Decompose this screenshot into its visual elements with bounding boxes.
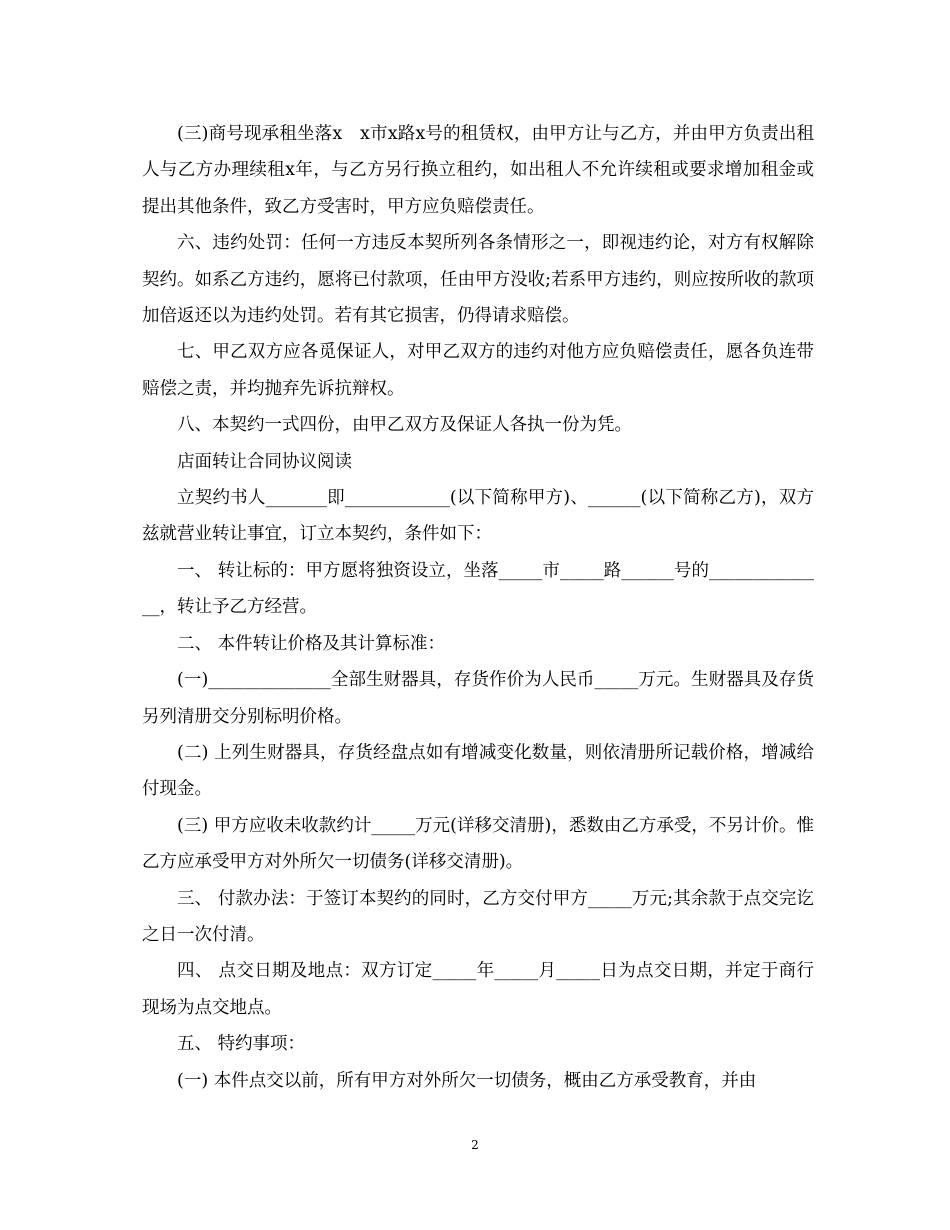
paragraph-price-heading: 二、 本件转让价格及其计算标准： [177, 633, 446, 654]
section-heading: 店面转让合同协议阅读 [177, 451, 352, 472]
paragraph-payment-method: 三、 付款办法：于签订本契约的同时，乙方交付甲方_____万元;其余款于点交完讫之日一次付清。 [142, 888, 814, 945]
paragraph-price-item-1: (一)______________全部生财器具，存货作价为人民币_____万元。生财器具及存货另列清册交分别标明价格。 [142, 670, 814, 727]
paragraph-breach-penalty: 六、违约处罚：任何一方违反本契所列各条情形之一，即视违约论，对方有权解除契约。如系乙方违约，愿将已付款项，任由甲方没收;若系甲方违约，则应按所收的款项加倍返还以为违约处罚。若有其它损害，仍得请求赔偿。 [142, 233, 814, 327]
paragraph-special-term-1: (一) 本件点交以前，所有甲方对外所欠一切债务，概由乙方承受教育，并由 [177, 1070, 757, 1091]
paragraph-price-item-2: (二) 上列生财器具，存货经盘点如有增减变化数量，则依清册所记载价格，增减给付现金。 [142, 742, 814, 800]
document-body [142, 116, 814, 1099]
paragraph-copies: 八、本契约一式四份，由甲乙双方及保证人各执一份为凭。 [177, 415, 632, 436]
paragraph-transfer-subject: 一、 转让标的：甲方愿将独资设立，坐落_____市_____路______号的______________，转让予乙方经营。 [142, 560, 814, 618]
paragraph-lease-transfer-clause: (三)商号现承租坐落x x市x路x号的租赁权，由甲方让与乙方，并由甲方负责出租人与乙方办理续租x年，与乙方另行换立租约，如出租人不允许续租或要求增加租金或提出其他条件，致乙方受害时，甲方应负赔偿责任。 [142, 124, 814, 217]
paragraph-special-terms-heading: 五、 特约事项： [177, 1034, 306, 1055]
paragraph-handover-date: 四、 点交日期及地点：双方订定_____年_____月_____日为点交日期，并定于商行现场为点交地点。 [142, 961, 814, 1018]
paragraph-parties: 立契约书人_______即____________(以下简称甲方)、______(以下简称乙方)，双方兹就营业转让事宜，订立本契约，条件如下： [142, 488, 814, 545]
paragraph-guarantors: 七、甲乙双方应各觅保证人，对甲乙双方的违约对他方应负赔偿责任，愿各负连带赔偿之责，并均抛弃先诉抗辩权。 [142, 342, 814, 399]
paragraph-price-item-3: (三) 甲方应收未收款约计_____万元(详移交清册)，悉数由乙方承受，不另计价。惟乙方应承受甲方对外所欠一切债务(详移交清册)。 [142, 815, 814, 873]
page-number: 2 [471, 1138, 479, 1152]
